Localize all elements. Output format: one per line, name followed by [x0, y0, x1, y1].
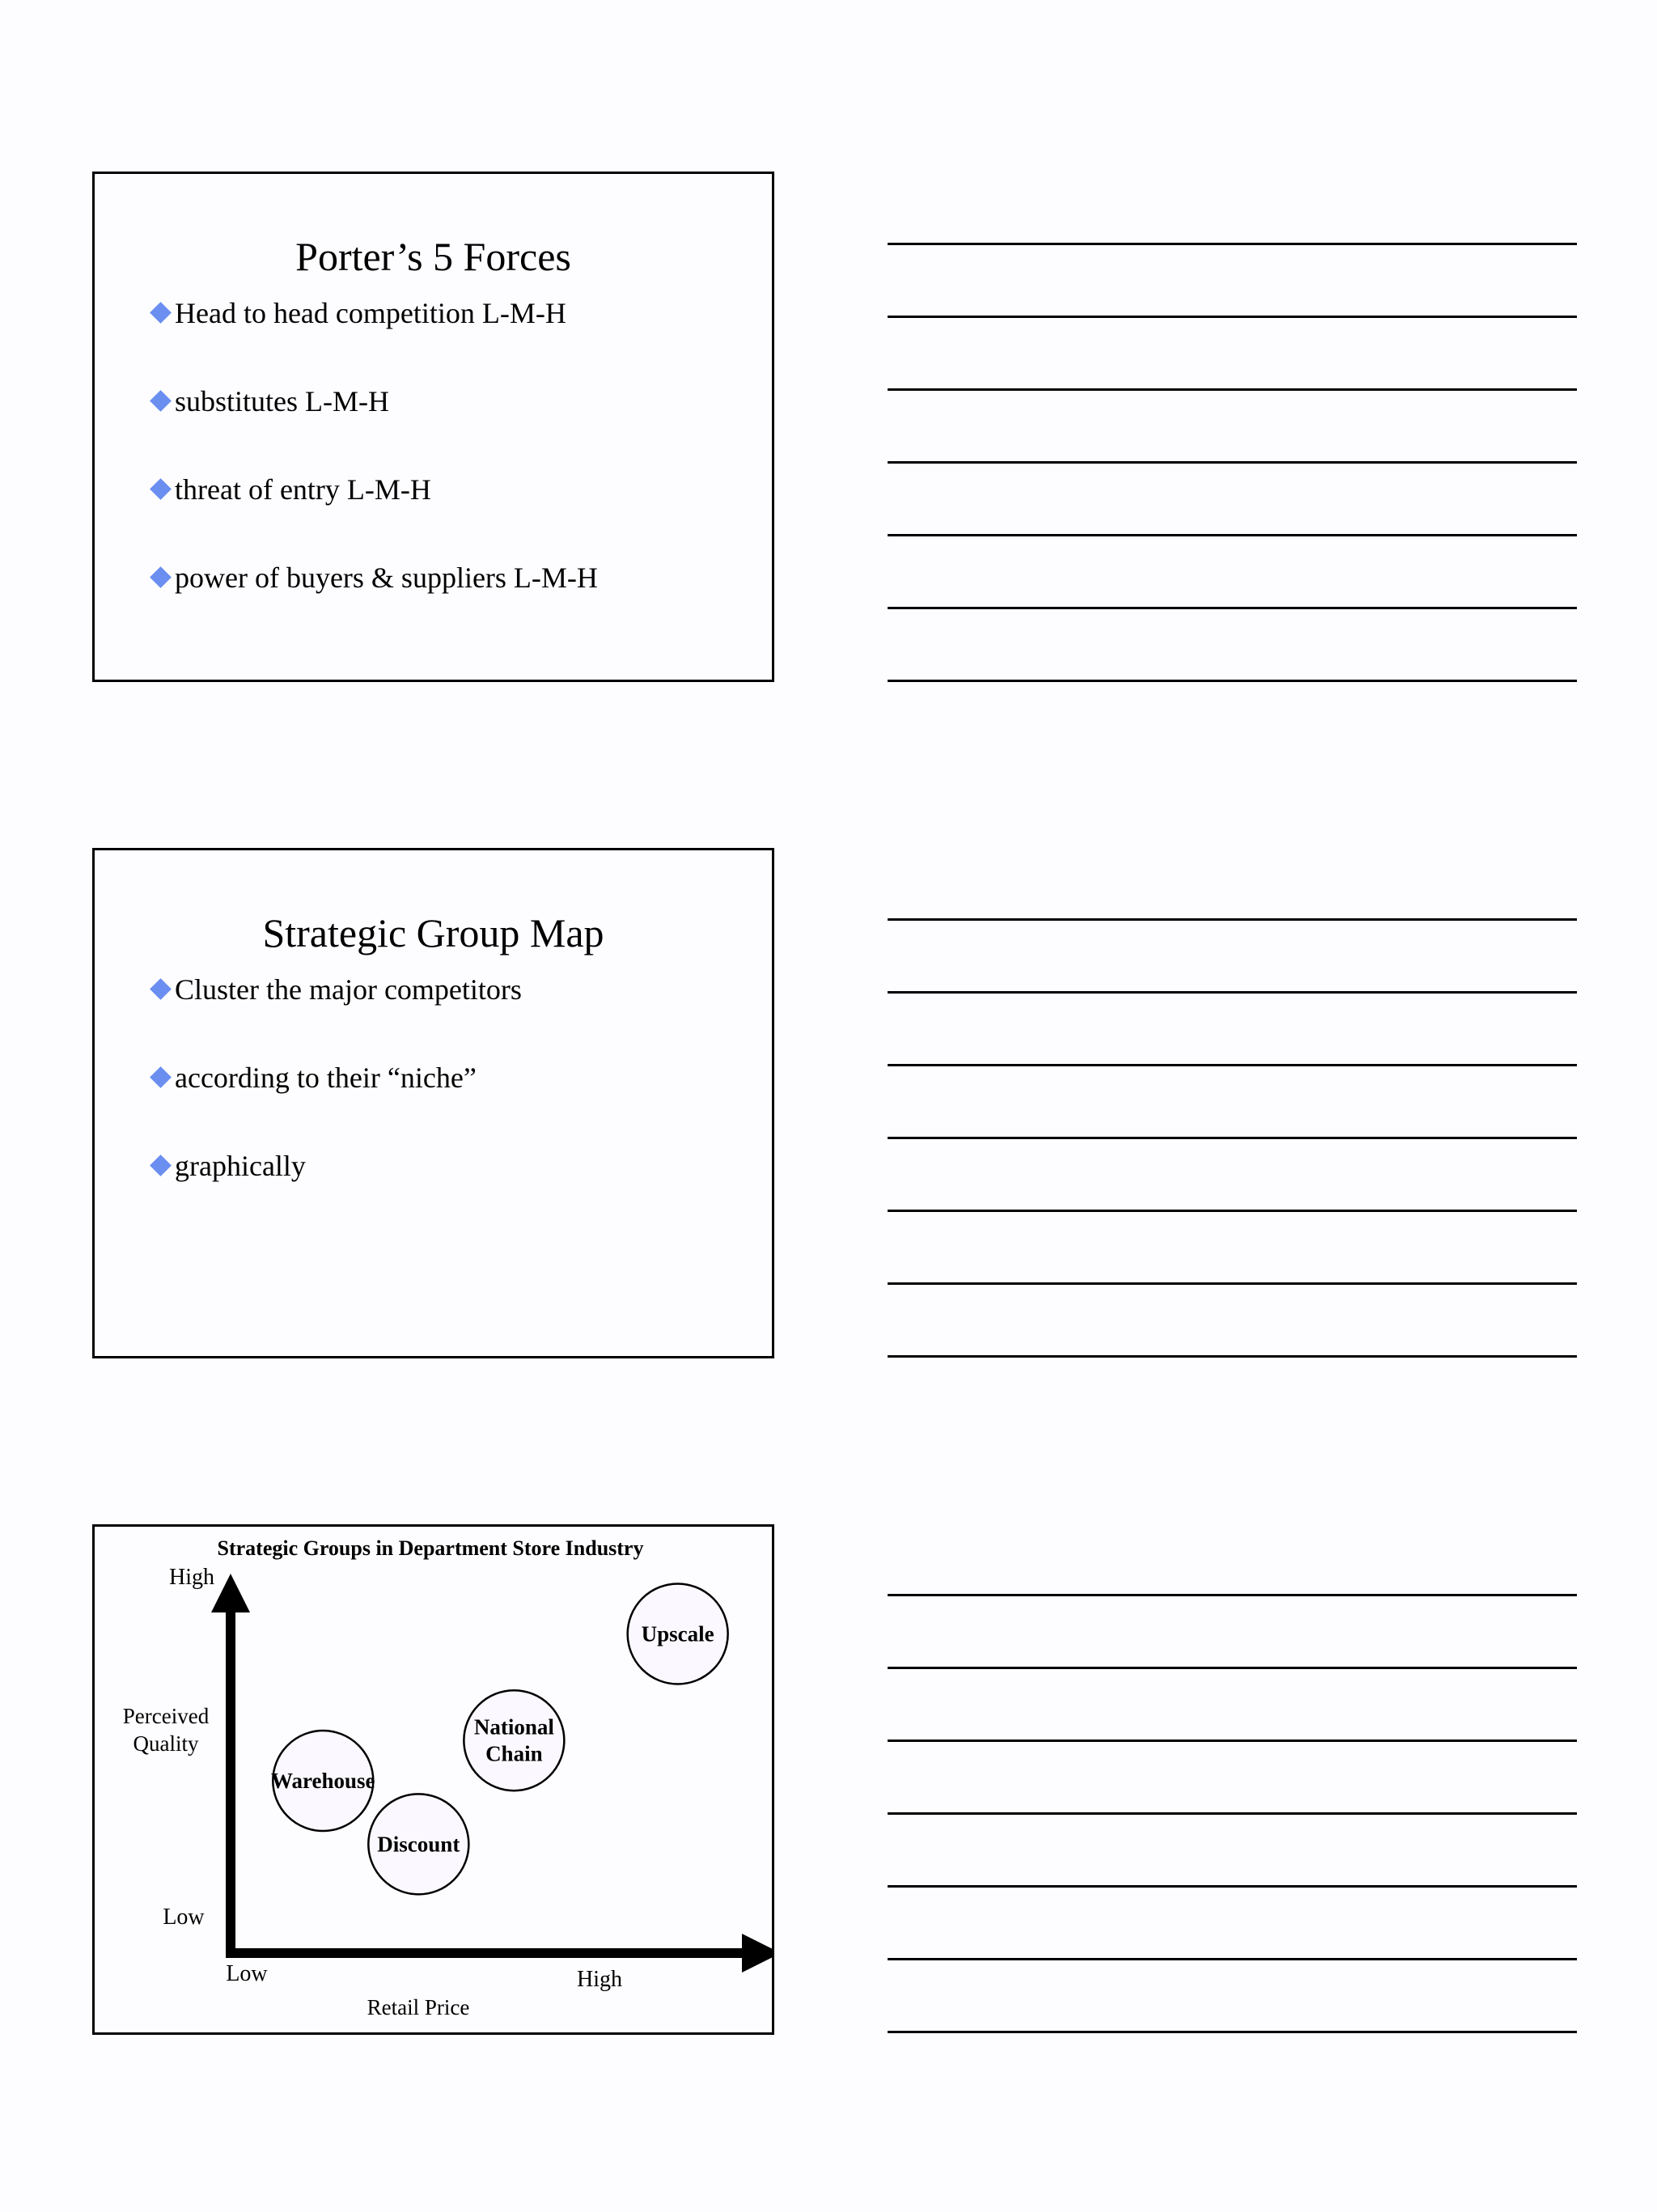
group-point — [464, 1690, 564, 1790]
note-line — [888, 316, 1577, 318]
note-line — [888, 1282, 1577, 1285]
bullet-item — [150, 1148, 522, 1236]
note-line — [888, 1740, 1577, 1742]
slide-porters-5-forces — [92, 172, 774, 682]
bullet-text: Cluster the major competitors — [175, 973, 522, 1006]
note-line — [888, 1355, 1577, 1358]
group-label: Warehouse — [271, 1769, 375, 1794]
chart-title: Strategic Groups in Department Store Industry — [217, 1536, 644, 1560]
note-line — [888, 1885, 1577, 1888]
diamond-bullet-icon — [150, 302, 172, 324]
group-label: National Chain — [473, 1714, 554, 1766]
note-line — [888, 388, 1577, 391]
note-line — [888, 2031, 1577, 2033]
slide-strategic-group-map — [92, 848, 774, 1358]
diamond-bullet-icon — [150, 978, 172, 1000]
group-label: Upscale — [641, 1621, 714, 1646]
group-circle — [464, 1690, 564, 1790]
note-line — [888, 991, 1577, 994]
bullet-text: threat of entry L-M-H — [175, 473, 431, 506]
bullet-item — [150, 472, 598, 560]
note-line — [888, 918, 1577, 921]
bullet-text: according to their “niche” — [175, 1062, 477, 1094]
note-line — [888, 534, 1577, 536]
note-line — [888, 680, 1577, 682]
bullet-text: Head to head competition L-M-H — [175, 297, 566, 329]
group-label: Discount — [377, 1832, 460, 1857]
x-axis-label: Retail Price — [367, 1995, 470, 2019]
group-point — [271, 1731, 375, 1831]
note-line — [888, 243, 1577, 245]
bullet-item — [150, 972, 522, 1060]
x-tick-low: Low — [226, 1961, 268, 1986]
bullet-item — [150, 1060, 522, 1148]
note-line — [888, 1064, 1577, 1066]
bullet-text: substitutes L-M-H — [175, 385, 389, 417]
strategic-group-chart — [95, 1527, 772, 2032]
slide-title: Strategic Group Map — [262, 910, 604, 956]
note-line — [888, 1667, 1577, 1669]
group-point — [628, 1583, 728, 1684]
bullet-item — [150, 383, 598, 472]
note-line — [888, 461, 1577, 464]
diamond-bullet-icon — [150, 478, 172, 500]
note-line — [888, 1812, 1577, 1815]
note-line — [888, 1210, 1577, 1212]
diamond-bullet-icon — [150, 1066, 172, 1088]
chart-points — [271, 1583, 728, 1894]
bullet-item — [150, 560, 598, 648]
bullet-text: graphically — [175, 1150, 306, 1182]
diamond-bullet-icon — [150, 1155, 172, 1176]
slide-strategic-groups-chart — [92, 1524, 774, 2035]
y-axis-label: Perceived Quality — [122, 1704, 210, 1756]
bullet-list — [150, 295, 598, 648]
slide-title: Porter’s 5 Forces — [295, 234, 571, 279]
diamond-bullet-icon — [150, 390, 172, 412]
group-point — [368, 1794, 468, 1894]
note-line — [888, 1958, 1577, 1960]
diamond-bullet-icon — [150, 566, 172, 588]
bullet-item — [150, 295, 598, 383]
y-tick-low: Low — [163, 1905, 205, 1930]
bullet-list — [150, 972, 522, 1236]
x-tick-high: High — [577, 1967, 622, 1992]
note-line — [888, 607, 1577, 609]
bullet-text: power of buyers & suppliers L-M-H — [175, 561, 598, 594]
note-line — [888, 1137, 1577, 1139]
note-line — [888, 1594, 1577, 1596]
y-tick-high: High — [169, 1565, 214, 1590]
